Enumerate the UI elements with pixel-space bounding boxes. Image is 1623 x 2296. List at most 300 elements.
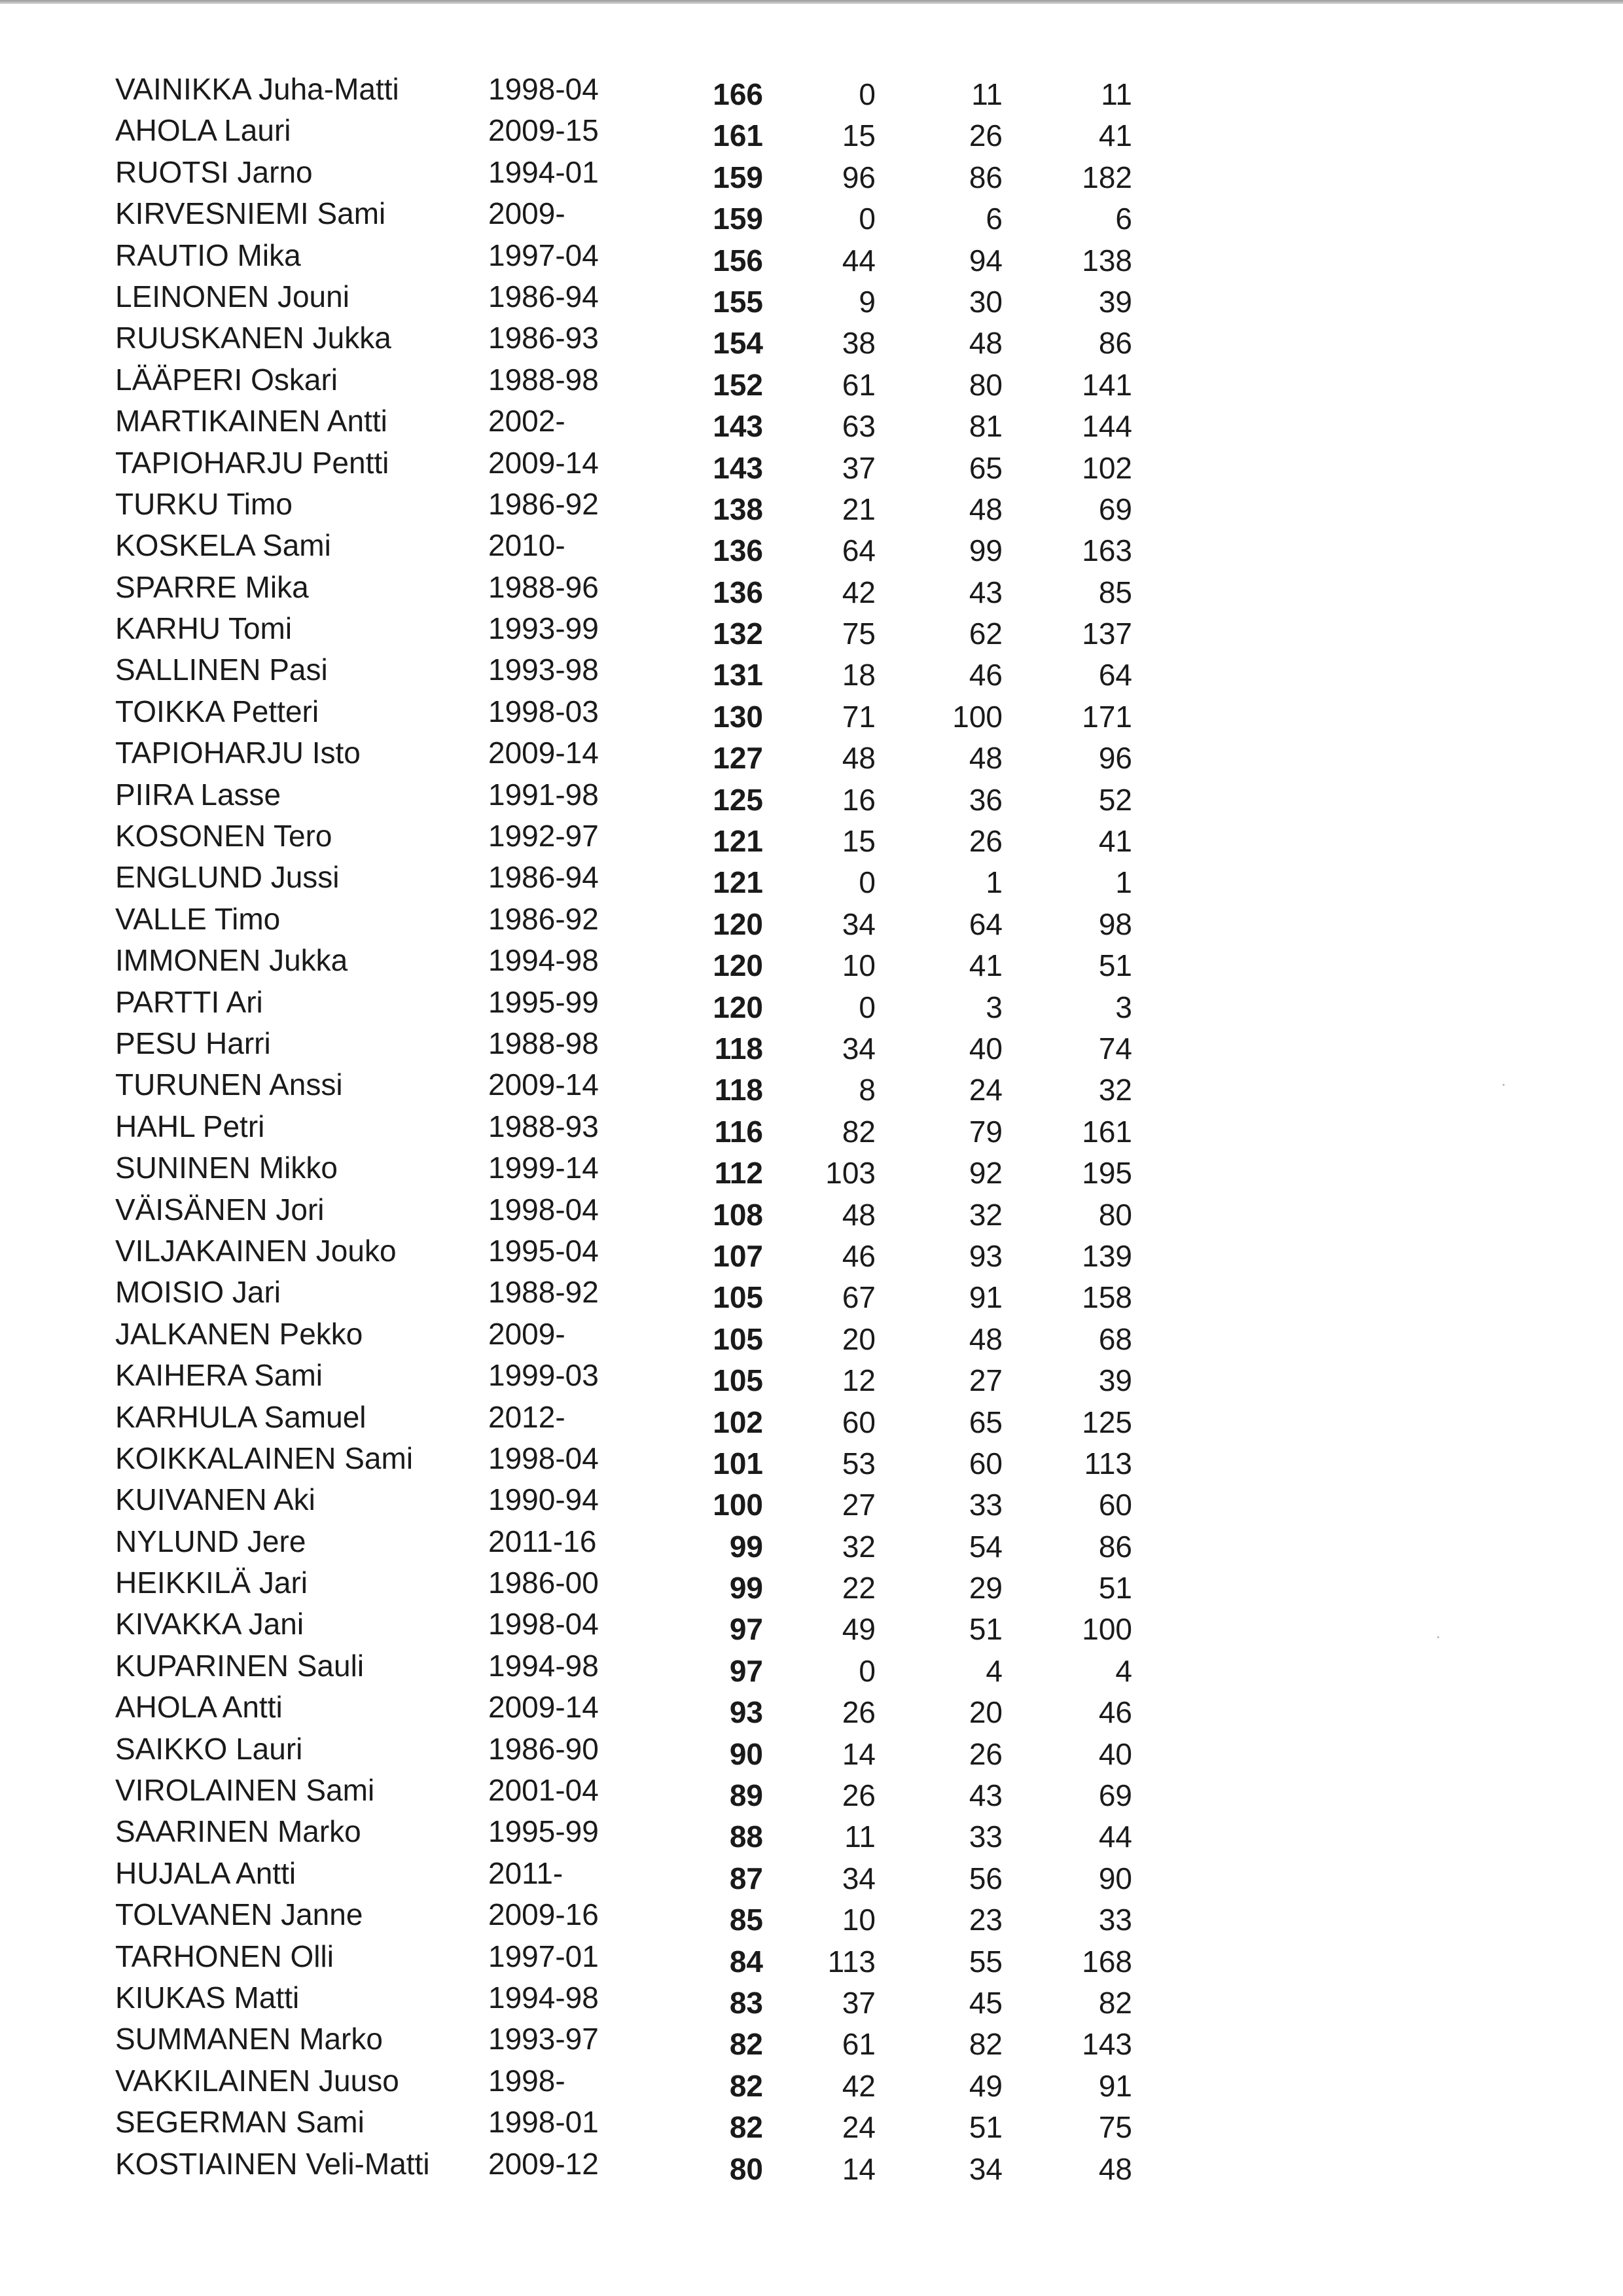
value-c: 141: [1082, 367, 1132, 402]
table-row: [0, 1064, 1623, 1105]
value-c: 85: [1098, 575, 1132, 609]
player-name: PESU Harri: [115, 1026, 271, 1060]
table-row: [0, 276, 1623, 317]
value-b: 4: [986, 1653, 1003, 1688]
table-row: [0, 1521, 1623, 1562]
player-name: LEINONEN Jouni: [115, 279, 349, 314]
value-c: 11: [1101, 77, 1132, 111]
value-b: 81: [969, 409, 1003, 444]
total-value: 121: [713, 824, 763, 859]
player-name: VIROLAINEN Sami: [115, 1773, 375, 1808]
value-a: 26: [842, 1778, 876, 1813]
value-c: 52: [1098, 782, 1132, 817]
total-value: 99: [729, 1529, 763, 1564]
value-a: 49: [842, 1612, 876, 1647]
total-value: 121: [713, 865, 763, 900]
table-row: [0, 1687, 1623, 1728]
years-active: 2001-04: [488, 1773, 599, 1808]
value-c: 41: [1098, 118, 1132, 153]
total-value: 130: [713, 699, 763, 734]
value-a: 38: [842, 326, 876, 361]
table-row: [0, 1604, 1623, 1645]
years-active: 2009-12: [488, 2146, 599, 2181]
value-b: 27: [969, 1363, 1003, 1398]
years-active: 1992-97: [488, 819, 599, 853]
years-active: 2009-14: [488, 736, 599, 770]
total-value: 90: [729, 1736, 763, 1771]
total-value: 89: [729, 1778, 763, 1813]
table-row: [0, 1355, 1623, 1396]
total-value: 154: [713, 326, 763, 361]
table-row: [0, 359, 1623, 401]
player-name: VAINIKKA Juha-Matti: [115, 72, 399, 106]
value-c: 33: [1098, 1903, 1132, 1937]
player-name: SALLINEN Pasi: [115, 653, 328, 687]
value-a: 82: [842, 1114, 876, 1149]
player-name: IMMONEN Jukka: [115, 943, 348, 978]
value-b: 45: [969, 1985, 1003, 2020]
value-b: 26: [969, 824, 1003, 859]
total-value: 101: [713, 1446, 763, 1480]
value-a: 34: [842, 906, 876, 941]
player-name: KAIHERA Sami: [115, 1358, 323, 1393]
value-b: 40: [969, 1031, 1003, 1066]
value-a: 10: [842, 948, 876, 983]
value-a: 46: [842, 1238, 876, 1273]
player-name: LÄÄPERI Oskari: [115, 362, 338, 397]
value-a: 32: [842, 1529, 876, 1564]
value-c: 171: [1082, 699, 1132, 734]
value-b: 41: [969, 948, 1003, 983]
value-b: 26: [969, 118, 1003, 153]
value-b: 65: [969, 1405, 1003, 1439]
value-a: 42: [842, 575, 876, 609]
total-value: 82: [729, 2110, 763, 2145]
value-a: 63: [842, 409, 876, 444]
player-name: TAPIOHARJU Pentti: [115, 445, 389, 480]
total-value: 116: [714, 1114, 763, 1149]
table-row: [0, 774, 1623, 816]
value-b: 60: [969, 1446, 1003, 1480]
value-b: 48: [969, 741, 1003, 776]
player-name: TURKU Timo: [115, 486, 293, 521]
value-c: 46: [1098, 1695, 1132, 1730]
table-row: [0, 608, 1623, 649]
table-row: [0, 1853, 1623, 1894]
value-a: 21: [842, 492, 876, 526]
years-active: 1990-94: [488, 1482, 599, 1517]
value-b: 3: [986, 990, 1003, 1024]
value-b: 36: [969, 782, 1003, 817]
value-b: 23: [969, 1903, 1003, 1937]
value-b: 62: [969, 617, 1003, 651]
value-c: 86: [1098, 1529, 1132, 1564]
player-name: SUMMANEN Marko: [115, 2022, 383, 2056]
total-value: 132: [713, 617, 763, 651]
table-row: [0, 982, 1623, 1023]
value-b: 33: [969, 1488, 1003, 1522]
years-active: 1986-92: [488, 901, 599, 936]
player-name: ENGLUND Jussi: [115, 860, 340, 895]
value-c: 75: [1098, 2110, 1132, 2145]
value-a: 60: [842, 1405, 876, 1439]
value-c: 113: [1084, 1446, 1132, 1480]
value-b: 54: [969, 1529, 1003, 1564]
value-b: 99: [969, 533, 1003, 568]
total-value: 93: [729, 1695, 763, 1730]
value-c: 144: [1082, 409, 1132, 444]
value-b: 30: [969, 284, 1003, 319]
table-row: [0, 152, 1623, 193]
table-row: [0, 857, 1623, 898]
years-active: 1997-04: [488, 238, 599, 272]
value-a: 14: [842, 2151, 876, 2186]
years-active: 1998-: [488, 2063, 565, 2098]
years-active: 1998-04: [488, 1607, 599, 1641]
value-c: 1: [1115, 865, 1132, 900]
value-b: 1: [986, 865, 1003, 900]
value-c: 69: [1098, 492, 1132, 526]
value-a: 9: [859, 284, 876, 319]
value-a: 42: [842, 2068, 876, 2103]
value-c: 64: [1098, 658, 1132, 692]
value-a: 8: [859, 1073, 876, 1107]
value-b: 80: [969, 367, 1003, 402]
table-row: [0, 317, 1623, 359]
total-value: 152: [713, 367, 763, 402]
table-row: [0, 1729, 1623, 1770]
years-active: 1988-96: [488, 569, 599, 604]
player-name: KARHU Tomi: [115, 611, 293, 646]
value-b: 11: [971, 77, 1003, 111]
value-a: 18: [842, 658, 876, 692]
value-b: 33: [969, 1820, 1003, 1854]
total-value: 159: [713, 160, 763, 194]
value-b: 29: [969, 1571, 1003, 1605]
table-row: [0, 1936, 1623, 1977]
player-name: SUNINEN Mikko: [115, 1151, 338, 1185]
years-active: 2009-: [488, 196, 565, 231]
table-row: [0, 193, 1623, 234]
total-value: 156: [713, 243, 763, 278]
total-value: 118: [714, 1031, 763, 1066]
table-row: [0, 1894, 1623, 1935]
years-active: 1986-92: [488, 486, 599, 521]
value-a: 11: [844, 1820, 876, 1854]
value-c: 44: [1098, 1820, 1132, 1854]
total-value: 108: [713, 1197, 763, 1232]
player-name: RUOTSI Jarno: [115, 154, 313, 189]
years-active: 1988-98: [488, 362, 599, 397]
years-active: 1999-03: [488, 1358, 599, 1393]
years-active: 2009-15: [488, 113, 599, 148]
total-value: 136: [713, 533, 763, 568]
player-name: SAARINEN Marko: [115, 1814, 361, 1849]
scan-top-edge: [0, 0, 1623, 4]
value-a: 37: [842, 1985, 876, 2020]
value-b: 100: [952, 699, 1003, 734]
table-row: [0, 1189, 1623, 1230]
total-value: 88: [729, 1820, 763, 1854]
total-value: 127: [713, 741, 763, 776]
value-a: 22: [842, 1571, 876, 1605]
value-a: 113: [827, 1944, 876, 1979]
value-c: 40: [1098, 1736, 1132, 1771]
player-name: KOSONEN Tero: [115, 819, 332, 853]
value-c: 139: [1082, 1238, 1132, 1273]
years-active: 2010-: [488, 528, 565, 563]
total-value: 85: [729, 1903, 763, 1937]
value-b: 49: [969, 2068, 1003, 2103]
value-c: 91: [1098, 2068, 1132, 2103]
years-active: 1986-93: [488, 321, 599, 355]
years-active: 2012-: [488, 1399, 565, 1434]
value-b: 6: [986, 202, 1003, 236]
years-active: 1998-04: [488, 1441, 599, 1475]
value-b: 32: [969, 1197, 1003, 1232]
table-row: [0, 1479, 1623, 1520]
value-a: 15: [842, 824, 876, 859]
table-row: [0, 1230, 1623, 1272]
value-b: 48: [969, 1321, 1003, 1356]
years-active: 2011-16: [488, 1524, 597, 1558]
player-name: SAIKKO Lauri: [115, 1731, 303, 1766]
years-active: 1993-97: [488, 2022, 599, 2056]
player-name: NYLUND Jere: [115, 1524, 306, 1558]
value-a: 61: [842, 2027, 876, 2062]
value-c: 86: [1098, 326, 1132, 361]
player-name: AHOLA Antti: [115, 1690, 283, 1725]
player-name: HEIKKILÄ Jari: [115, 1566, 308, 1600]
table-row: [0, 691, 1623, 732]
value-a: 20: [842, 1321, 876, 1356]
years-active: 1988-98: [488, 1026, 599, 1060]
player-name: KOSKELA Sami: [115, 528, 331, 563]
value-a: 16: [842, 782, 876, 817]
total-value: 161: [713, 118, 763, 153]
table-row: [0, 940, 1623, 981]
player-name: MARTIKAINEN Antti: [115, 404, 387, 439]
table-row: [0, 2144, 1623, 2185]
player-name: KIRVESNIEMI Sami: [115, 196, 386, 231]
table-row: [0, 484, 1623, 525]
value-b: 43: [969, 575, 1003, 609]
total-value: 112: [714, 1156, 763, 1191]
value-c: 98: [1098, 906, 1132, 941]
total-value: 87: [729, 1861, 763, 1895]
player-name: KUPARINEN Sauli: [115, 1648, 365, 1683]
player-name: HUJALA Antti: [115, 1856, 296, 1890]
value-c: 48: [1098, 2151, 1132, 2186]
player-name: SPARRE Mika: [115, 569, 309, 604]
value-a: 75: [842, 617, 876, 651]
value-a: 26: [842, 1695, 876, 1730]
table-row: [0, 69, 1623, 110]
years-active: 1993-99: [488, 611, 599, 646]
table-row: [0, 1770, 1623, 1811]
value-b: 26: [969, 1736, 1003, 1771]
table-row: [0, 1977, 1623, 2018]
player-name: VÄISÄNEN Jori: [115, 1192, 325, 1227]
years-active: 1997-01: [488, 1939, 599, 1973]
years-active: 2009-14: [488, 445, 599, 480]
value-a: 24: [842, 2110, 876, 2145]
value-a: 12: [842, 1363, 876, 1398]
years-active: 1994-98: [488, 1648, 599, 1683]
table-row: [0, 525, 1623, 566]
table-row: [0, 1272, 1623, 1313]
value-c: 3: [1115, 990, 1132, 1024]
value-b: 48: [969, 492, 1003, 526]
years-active: 1995-99: [488, 984, 599, 1019]
table-row: [0, 2060, 1623, 2102]
player-name: VALLE Timo: [115, 901, 281, 936]
total-value: 99: [729, 1571, 763, 1605]
table-row: [0, 2018, 1623, 2060]
years-active: 2009-14: [488, 1067, 599, 1102]
value-a: 64: [842, 533, 876, 568]
player-table: [0, 69, 1623, 2185]
value-a: 0: [859, 865, 876, 900]
total-value: 82: [729, 2027, 763, 2062]
total-value: 118: [714, 1073, 763, 1107]
total-value: 155: [713, 284, 763, 319]
value-c: 161: [1082, 1114, 1132, 1149]
total-value: 143: [713, 409, 763, 444]
value-c: 96: [1098, 741, 1132, 776]
total-value: 131: [713, 658, 763, 692]
table-row: [0, 816, 1623, 857]
years-active: 1995-99: [488, 1814, 599, 1849]
value-a: 37: [842, 450, 876, 485]
total-value: 105: [713, 1280, 763, 1315]
value-c: 163: [1082, 533, 1132, 568]
value-b: 93: [969, 1238, 1003, 1273]
years-active: 1988-92: [488, 1275, 599, 1310]
value-c: 125: [1082, 1405, 1132, 1439]
table-row: [0, 401, 1623, 442]
player-name: TOIKKA Petteri: [115, 694, 319, 728]
years-active: 1998-04: [488, 72, 599, 106]
player-name: KIUKAS Matti: [115, 1980, 300, 2015]
value-b: 20: [969, 1695, 1003, 1730]
player-name: KUIVANEN Aki: [115, 1482, 315, 1517]
value-c: 90: [1098, 1861, 1132, 1895]
value-b: 64: [969, 906, 1003, 941]
years-active: 2011-: [488, 1856, 563, 1890]
value-b: 24: [969, 1073, 1003, 1107]
years-active: 1988-93: [488, 1109, 599, 1143]
total-value: 102: [713, 1405, 763, 1439]
table-row: [0, 1314, 1623, 1355]
total-value: 84: [729, 1944, 763, 1979]
total-value: 136: [713, 575, 763, 609]
value-c: 51: [1098, 1571, 1132, 1605]
years-active: 2009-14: [488, 1690, 599, 1725]
value-b: 79: [969, 1114, 1003, 1149]
value-c: 102: [1082, 450, 1132, 485]
years-active: 1998-01: [488, 2105, 599, 2140]
value-a: 34: [842, 1861, 876, 1895]
total-value: 159: [713, 202, 763, 236]
years-active: 1994-01: [488, 154, 599, 189]
player-name: RUUSKANEN Jukka: [115, 321, 391, 355]
value-a: 27: [842, 1488, 876, 1522]
value-c: 51: [1098, 948, 1132, 983]
years-active: 2009-16: [488, 1897, 599, 1932]
player-name: TURUNEN Anssi: [115, 1067, 343, 1102]
value-a: 0: [859, 1653, 876, 1688]
value-c: 39: [1098, 1363, 1132, 1398]
value-a: 10: [842, 1903, 876, 1937]
years-active: 1986-00: [488, 1566, 599, 1600]
total-value: 143: [713, 450, 763, 485]
value-a: 67: [842, 1280, 876, 1315]
value-c: 138: [1082, 243, 1132, 278]
table-row: [0, 442, 1623, 484]
value-c: 80: [1098, 1197, 1132, 1232]
value-a: 53: [842, 1446, 876, 1480]
years-active: 1986-90: [488, 1731, 599, 1766]
value-a: 71: [842, 699, 876, 734]
player-name: RAUTIO Mika: [115, 238, 301, 272]
player-name: PARTTI Ari: [115, 984, 263, 1019]
value-c: 158: [1082, 1280, 1132, 1315]
years-active: 2002-: [488, 404, 565, 439]
table-row: [0, 1562, 1623, 1604]
player-name: TOLVANEN Janne: [115, 1897, 363, 1932]
table-row: [0, 1397, 1623, 1438]
total-value: 100: [713, 1488, 763, 1522]
table-row: [0, 1106, 1623, 1147]
player-name: VILJAKAINEN Jouko: [115, 1233, 397, 1268]
player-name: KARHULA Samuel: [115, 1399, 366, 1434]
player-name: KOIKKALAINEN Sami: [115, 1441, 414, 1475]
value-a: 48: [842, 1197, 876, 1232]
value-b: 86: [969, 160, 1003, 194]
total-value: 120: [713, 948, 763, 983]
value-a: 34: [842, 1031, 876, 1066]
table-row: [0, 1438, 1623, 1479]
total-value: 97: [729, 1653, 763, 1688]
player-name: TARHONEN Olli: [115, 1939, 334, 1973]
value-c: 74: [1098, 1031, 1132, 1066]
years-active: 1995-04: [488, 1233, 599, 1268]
table-row: [0, 1023, 1623, 1064]
table-row: [0, 567, 1623, 608]
value-c: 182: [1082, 160, 1132, 194]
total-value: 107: [713, 1238, 763, 1273]
years-active: 1991-98: [488, 777, 599, 812]
years-active: 1998-03: [488, 694, 599, 728]
table-row: [0, 899, 1623, 940]
value-a: 0: [859, 990, 876, 1024]
total-value: 138: [713, 492, 763, 526]
value-c: 39: [1098, 284, 1132, 319]
value-c: 41: [1098, 824, 1132, 859]
value-c: 195: [1082, 1156, 1132, 1191]
value-b: 55: [969, 1944, 1003, 1979]
value-c: 69: [1098, 1778, 1132, 1813]
value-b: 94: [969, 243, 1003, 278]
player-name: KIVAKKA Jani: [115, 1607, 304, 1641]
value-c: 143: [1082, 2027, 1132, 2062]
total-value: 105: [713, 1321, 763, 1356]
years-active: 1994-98: [488, 1980, 599, 2015]
value-a: 48: [842, 741, 876, 776]
value-b: 51: [969, 1612, 1003, 1647]
table-row: [0, 649, 1623, 691]
